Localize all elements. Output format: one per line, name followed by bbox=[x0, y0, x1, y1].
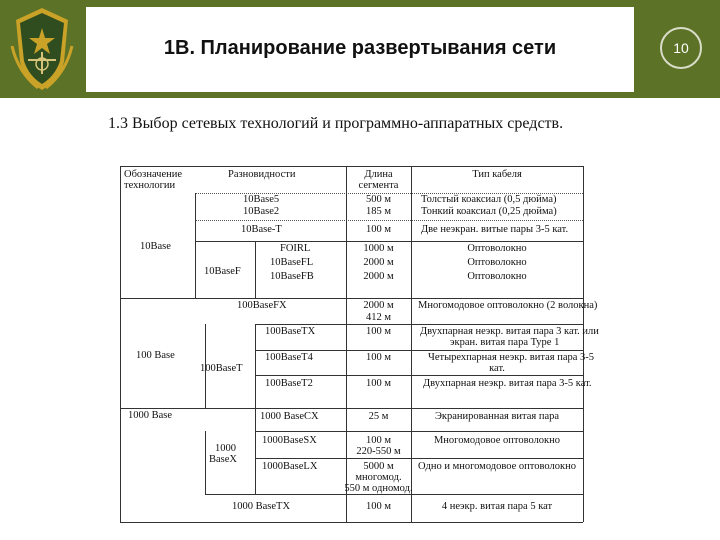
cell-length: 100 м bbox=[365, 352, 392, 363]
cell-length: 2000 м bbox=[363, 271, 394, 282]
group-100base: 100 Base bbox=[136, 350, 175, 361]
cell-variety: FOIRL bbox=[280, 243, 311, 254]
table-line bbox=[120, 522, 583, 523]
cell-cable: Двухпарная неэкр. витая пара 3-5 кат. bbox=[423, 378, 592, 389]
group-1000base: 1000 Base bbox=[128, 410, 173, 421]
cell-length: 100 м bbox=[365, 224, 392, 235]
table-line bbox=[255, 324, 256, 408]
cell-cable: Тонкий коаксиал (0,25 дюйма) bbox=[421, 206, 557, 217]
cell-cable: Многомодовое оптоволокно bbox=[433, 435, 561, 446]
group-100baset: 100BaseT bbox=[200, 363, 243, 374]
header-designation: Обозначение bbox=[124, 169, 183, 180]
cell-cable: Одно и многомодовое оптоволокно bbox=[418, 461, 576, 472]
cell-cable: Двухпарная неэкр. витая пара 3 кат. или bbox=[420, 326, 599, 337]
table-line bbox=[583, 166, 584, 522]
cell-variety: 10BaseFB bbox=[270, 271, 314, 282]
cell-cable: Экранированная витая пара bbox=[434, 411, 560, 422]
cell-cable: Оптоволокно bbox=[467, 257, 527, 268]
table-line bbox=[120, 166, 121, 522]
table-line bbox=[255, 431, 583, 432]
slide-title: 1В. Планирование развертывания сети bbox=[163, 37, 557, 59]
header-length-2: сегмента bbox=[358, 180, 399, 191]
table-line bbox=[205, 494, 583, 495]
cell-length-3: 550 м одномод. bbox=[344, 483, 413, 494]
cell-cable: Многомодовое оптоволокно (2 волокна) bbox=[418, 300, 598, 311]
header-band bbox=[0, 0, 720, 98]
cell-length-2: 412 м bbox=[365, 312, 392, 323]
cell-variety: 1000 BaseTX bbox=[232, 501, 291, 512]
cell-length: 2000 м bbox=[363, 300, 394, 311]
military-emblem-icon bbox=[4, 6, 80, 92]
title-box bbox=[86, 7, 634, 92]
cell-variety: 100BaseT2 bbox=[265, 378, 313, 389]
header-varieties: Разновидности bbox=[228, 169, 296, 180]
table-line bbox=[120, 298, 583, 299]
header-cable: Тип кабеля bbox=[472, 169, 522, 180]
cell-variety: 10Base-T bbox=[241, 224, 282, 235]
cell-cable: Две неэкран. витые пары 3-5 кат. bbox=[421, 224, 569, 235]
cell-variety: 1000 BaseCX bbox=[260, 411, 319, 422]
cell-variety: 10Base5 bbox=[243, 194, 280, 205]
group-10basef: 10BaseF bbox=[204, 266, 241, 277]
cell-variety: 100BaseT4 bbox=[265, 352, 313, 363]
cell-cable: 4 неэкр. витая пара 5 кат bbox=[441, 501, 553, 512]
group-10base: 10Base bbox=[140, 241, 171, 252]
cell-length: 1000 м bbox=[363, 243, 394, 254]
cell-cable-2: кат. bbox=[489, 363, 505, 374]
cell-length-2: 220-550 м bbox=[356, 446, 401, 457]
cell-length-2: многомод. bbox=[355, 472, 402, 483]
header-length: Длина bbox=[364, 169, 393, 180]
cell-length: 25 м bbox=[368, 411, 389, 422]
table-line bbox=[195, 193, 196, 298]
cell-length: 100 м bbox=[365, 435, 392, 446]
cell-variety: 1000BaseLX bbox=[262, 461, 318, 472]
cell-length: 100 м bbox=[365, 501, 392, 512]
table-line bbox=[255, 241, 256, 298]
table-line bbox=[255, 350, 583, 351]
table-line bbox=[195, 241, 583, 242]
table-line bbox=[255, 375, 583, 376]
cell-length: 2000 м bbox=[363, 257, 394, 268]
cell-variety: 1000BaseSX bbox=[262, 435, 317, 446]
table-line bbox=[120, 166, 583, 167]
table-line bbox=[120, 408, 583, 409]
cell-variety: 10BaseFL bbox=[270, 257, 314, 268]
cell-length: 5000 м bbox=[363, 461, 394, 472]
header-designation-2: технологии bbox=[124, 180, 176, 191]
table-line bbox=[255, 458, 583, 459]
table-line bbox=[195, 220, 583, 221]
cell-length: 100 м bbox=[365, 326, 392, 337]
page-number: 10 bbox=[660, 27, 702, 69]
cell-cable: Оптоволокно bbox=[467, 243, 527, 254]
table-line bbox=[205, 431, 206, 494]
table-line bbox=[255, 324, 583, 325]
cell-variety: 100BaseTX bbox=[265, 326, 316, 337]
cell-length: 185 м bbox=[365, 206, 392, 217]
subtitle: 1.3 Выбор сетевых технологий и программно-аппаратных средств. bbox=[108, 115, 564, 132]
cell-length: 100 м bbox=[365, 378, 392, 389]
cell-variety: 10Base2 bbox=[243, 206, 280, 217]
cell-length: 500 м bbox=[365, 194, 392, 205]
cell-cable-2: экран. витая пара Type 1 bbox=[450, 337, 560, 348]
cell-cable: Толстый коаксиал (0,5 дюйма) bbox=[421, 194, 557, 205]
group-1000basex-2: BaseX bbox=[209, 454, 237, 465]
cell-variety: 100BaseFX bbox=[237, 300, 287, 311]
group-1000basex: 1000 bbox=[215, 443, 236, 454]
cell-cable: Оптоволокно bbox=[467, 271, 527, 282]
table-line bbox=[255, 408, 256, 494]
cell-cable: Четырехпарная неэкр. витая пара 3-5 bbox=[428, 352, 595, 363]
